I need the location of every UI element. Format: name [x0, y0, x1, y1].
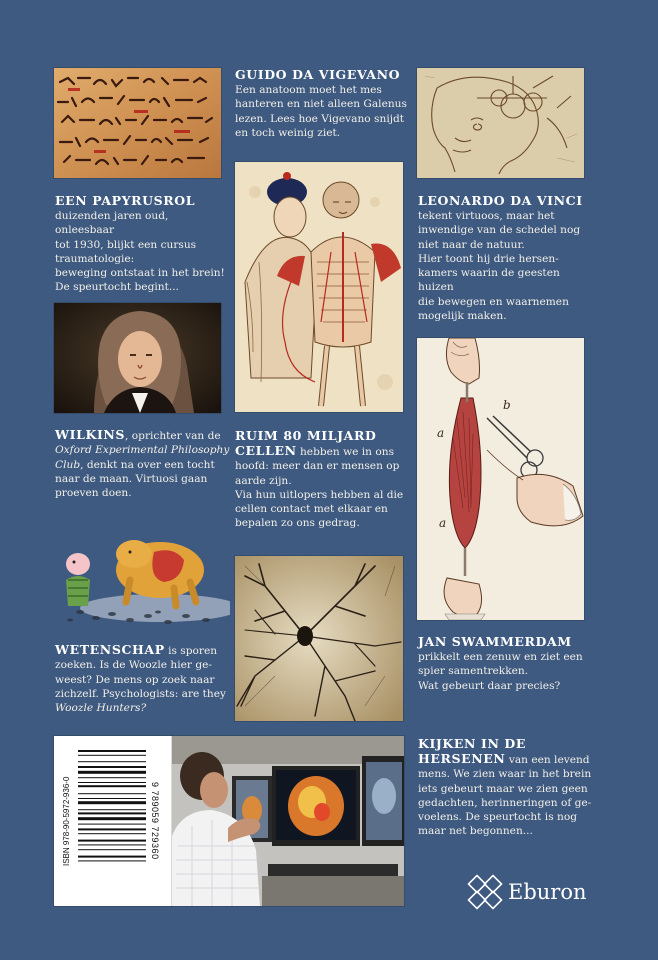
leonardo-text-block: [418, 193, 598, 323]
kijken-line: van een levend: [505, 754, 590, 766]
miljard-line: hebben we in ons: [296, 446, 395, 458]
leonardo-line: inwendige van de schedel nog: [418, 224, 581, 237]
wilkins-text-block: [55, 428, 230, 500]
wilkins-line: proeven doen.: [55, 487, 132, 500]
miljard-line: hoofd: meer dan er mensen op: [235, 460, 400, 473]
barcode-bar: [78, 840, 146, 842]
barcode-bar: [78, 782, 146, 783]
miljard-title-2: CELLEN: [235, 443, 297, 458]
barcode-bar: [78, 833, 146, 834]
leonardo-line: niet naar de natuur.: [418, 238, 525, 251]
barcode-bar: [78, 798, 146, 799]
papyrus-line: duizenden jaren oud, onleesbaar: [55, 210, 169, 237]
leonardo-line: tekent virtuoos, maar het: [418, 210, 555, 222]
guido-line: Een anatoom moet het mes: [235, 84, 382, 96]
barcode-bar: [78, 755, 146, 756]
wetenschap-italic: Woozle Hunters?: [55, 702, 147, 715]
barcode-number: 9 789059 729360: [150, 782, 160, 860]
barcode-panel: [54, 736, 172, 906]
kijken-line: iets gebeurt maar we zien geen: [418, 782, 588, 795]
neuron-image: [235, 556, 403, 721]
wetenschap-line: is sporen: [164, 645, 218, 657]
papyrus-line: beweging ontstaat in het brein!: [55, 267, 225, 280]
barcode-bar: [78, 793, 146, 794]
kijken-text-block: [418, 736, 598, 839]
publisher-logo: [466, 872, 587, 912]
woozle-illustration: [50, 520, 230, 630]
papyrus-image: [54, 68, 221, 178]
wetenschap-line: weest? De mens op zoek naar: [55, 673, 215, 686]
kijken-line: gedachten, herinneringen of ge-: [418, 796, 592, 809]
barcode-bar: [78, 777, 146, 778]
brain-scan-photo: [172, 736, 404, 906]
muscle-label-b: b: [503, 398, 511, 412]
kijken-title: KIJKEN IN DE: [418, 736, 526, 751]
miljard-line: aarde zijn.: [235, 474, 292, 487]
leonardo-line: Hier toont hij drie hersen-: [418, 252, 559, 265]
barcode-bar: [78, 750, 146, 752]
leonardo-title: LEONARDO DA VINCI: [418, 193, 583, 208]
barcode-bar: [78, 849, 146, 850]
barcode-bar: [78, 860, 146, 861]
barcode-bar: [78, 856, 146, 858]
miljard-title: RUIM 80 MILJARD: [235, 428, 377, 443]
wilkins-title: WILKINS: [55, 427, 126, 442]
miljard-text-block: [235, 428, 410, 531]
wilkins-line: , denkt na over een tocht: [80, 458, 215, 471]
swammerdam-line: Wat gebeurt daar precies?: [418, 679, 561, 692]
publisher-name: Eburon: [508, 880, 587, 904]
kijken-line: mens. We zien waar in het brein: [418, 768, 592, 781]
wetenschap-line: zoeken. Is de Woozle hier ge-: [55, 659, 212, 672]
guido-line: lezen. Lees hoe Vigevano snijdt: [235, 112, 405, 125]
papyrus-line: De speurtocht begint...: [55, 281, 179, 294]
barcode-bar: [78, 817, 146, 820]
isbn-text: ISBN 978-90-5972-936-0: [62, 776, 71, 866]
kijken-line: voelens. De speurtocht is nog: [418, 811, 577, 824]
wetenschap-line: zichzelf. Psychologists: are they: [55, 687, 226, 700]
barcode-bar: [78, 771, 146, 774]
papyrus-text-block: [55, 193, 230, 295]
wilkins-line: naar de maan. Virtuosi gaan: [55, 472, 208, 485]
guido-text-block: [235, 67, 410, 140]
miljard-line: bepalen zo ons gedrag.: [235, 517, 360, 530]
leonardo-sketch-image: [417, 68, 584, 178]
barcode-bar: [78, 824, 146, 825]
barcode-bar: [78, 828, 146, 830]
guido-title: GUIDO DA VIGEVANO: [235, 67, 401, 82]
barcode-bar: [78, 844, 146, 845]
swammerdam-muscle-image: [417, 338, 584, 620]
wilkins-italic: Oxford Experimental Philosophy: [55, 444, 230, 457]
kijken-title-2: HERSENEN: [418, 751, 506, 766]
barcode-bar: [78, 785, 146, 787]
papyrus-line: traumatologie:: [55, 252, 135, 265]
wilkins-line: , oprichter van de: [125, 430, 221, 442]
muscle-label-a: a: [439, 516, 447, 530]
wetenschap-text-block: [55, 643, 235, 715]
guido-line: en toch weinig ziet.: [235, 126, 341, 139]
guido-anatomy-image: [235, 162, 403, 412]
wetenschap-title: WETENSCHAP: [55, 642, 165, 657]
miljard-line: Via hun uitlopers hebben al die: [235, 488, 404, 501]
swammerdam-text-block: [418, 634, 598, 693]
barcode-bar: [78, 809, 146, 810]
miljard-line: cellen contact met elkaar en: [235, 503, 388, 516]
leonardo-line: mogelijk maken.: [418, 310, 507, 323]
leonardo-line: kamers waarin de geesten huizen: [418, 267, 560, 294]
barcode-bar: [78, 801, 146, 804]
barcode-bar: [78, 766, 146, 768]
barcode-bar: [78, 812, 146, 814]
swammerdam-line: prikkelt een zenuw en ziet een: [418, 651, 583, 663]
wilkins-italic: Club: [55, 458, 81, 471]
papyrus-line: tot 1930, blijkt een cursus: [55, 238, 197, 251]
wilkins-portrait-image: [54, 303, 221, 413]
eburon-logo-icon: [466, 873, 504, 911]
leonardo-line: die bewegen en waarnemen: [418, 295, 569, 308]
swammerdam-title: JAN SWAMMERDAM: [418, 634, 572, 649]
papyrus-title: EEN PAPYRUSROL: [55, 193, 196, 208]
kijken-line: maar net begonnen...: [418, 825, 533, 838]
guido-line: hanteren en niet alleen Galenus: [235, 98, 407, 111]
barcode-bar: [78, 761, 146, 762]
swammerdam-line: spier samentrekken.: [418, 665, 529, 678]
muscle-label-a: a: [437, 426, 445, 440]
